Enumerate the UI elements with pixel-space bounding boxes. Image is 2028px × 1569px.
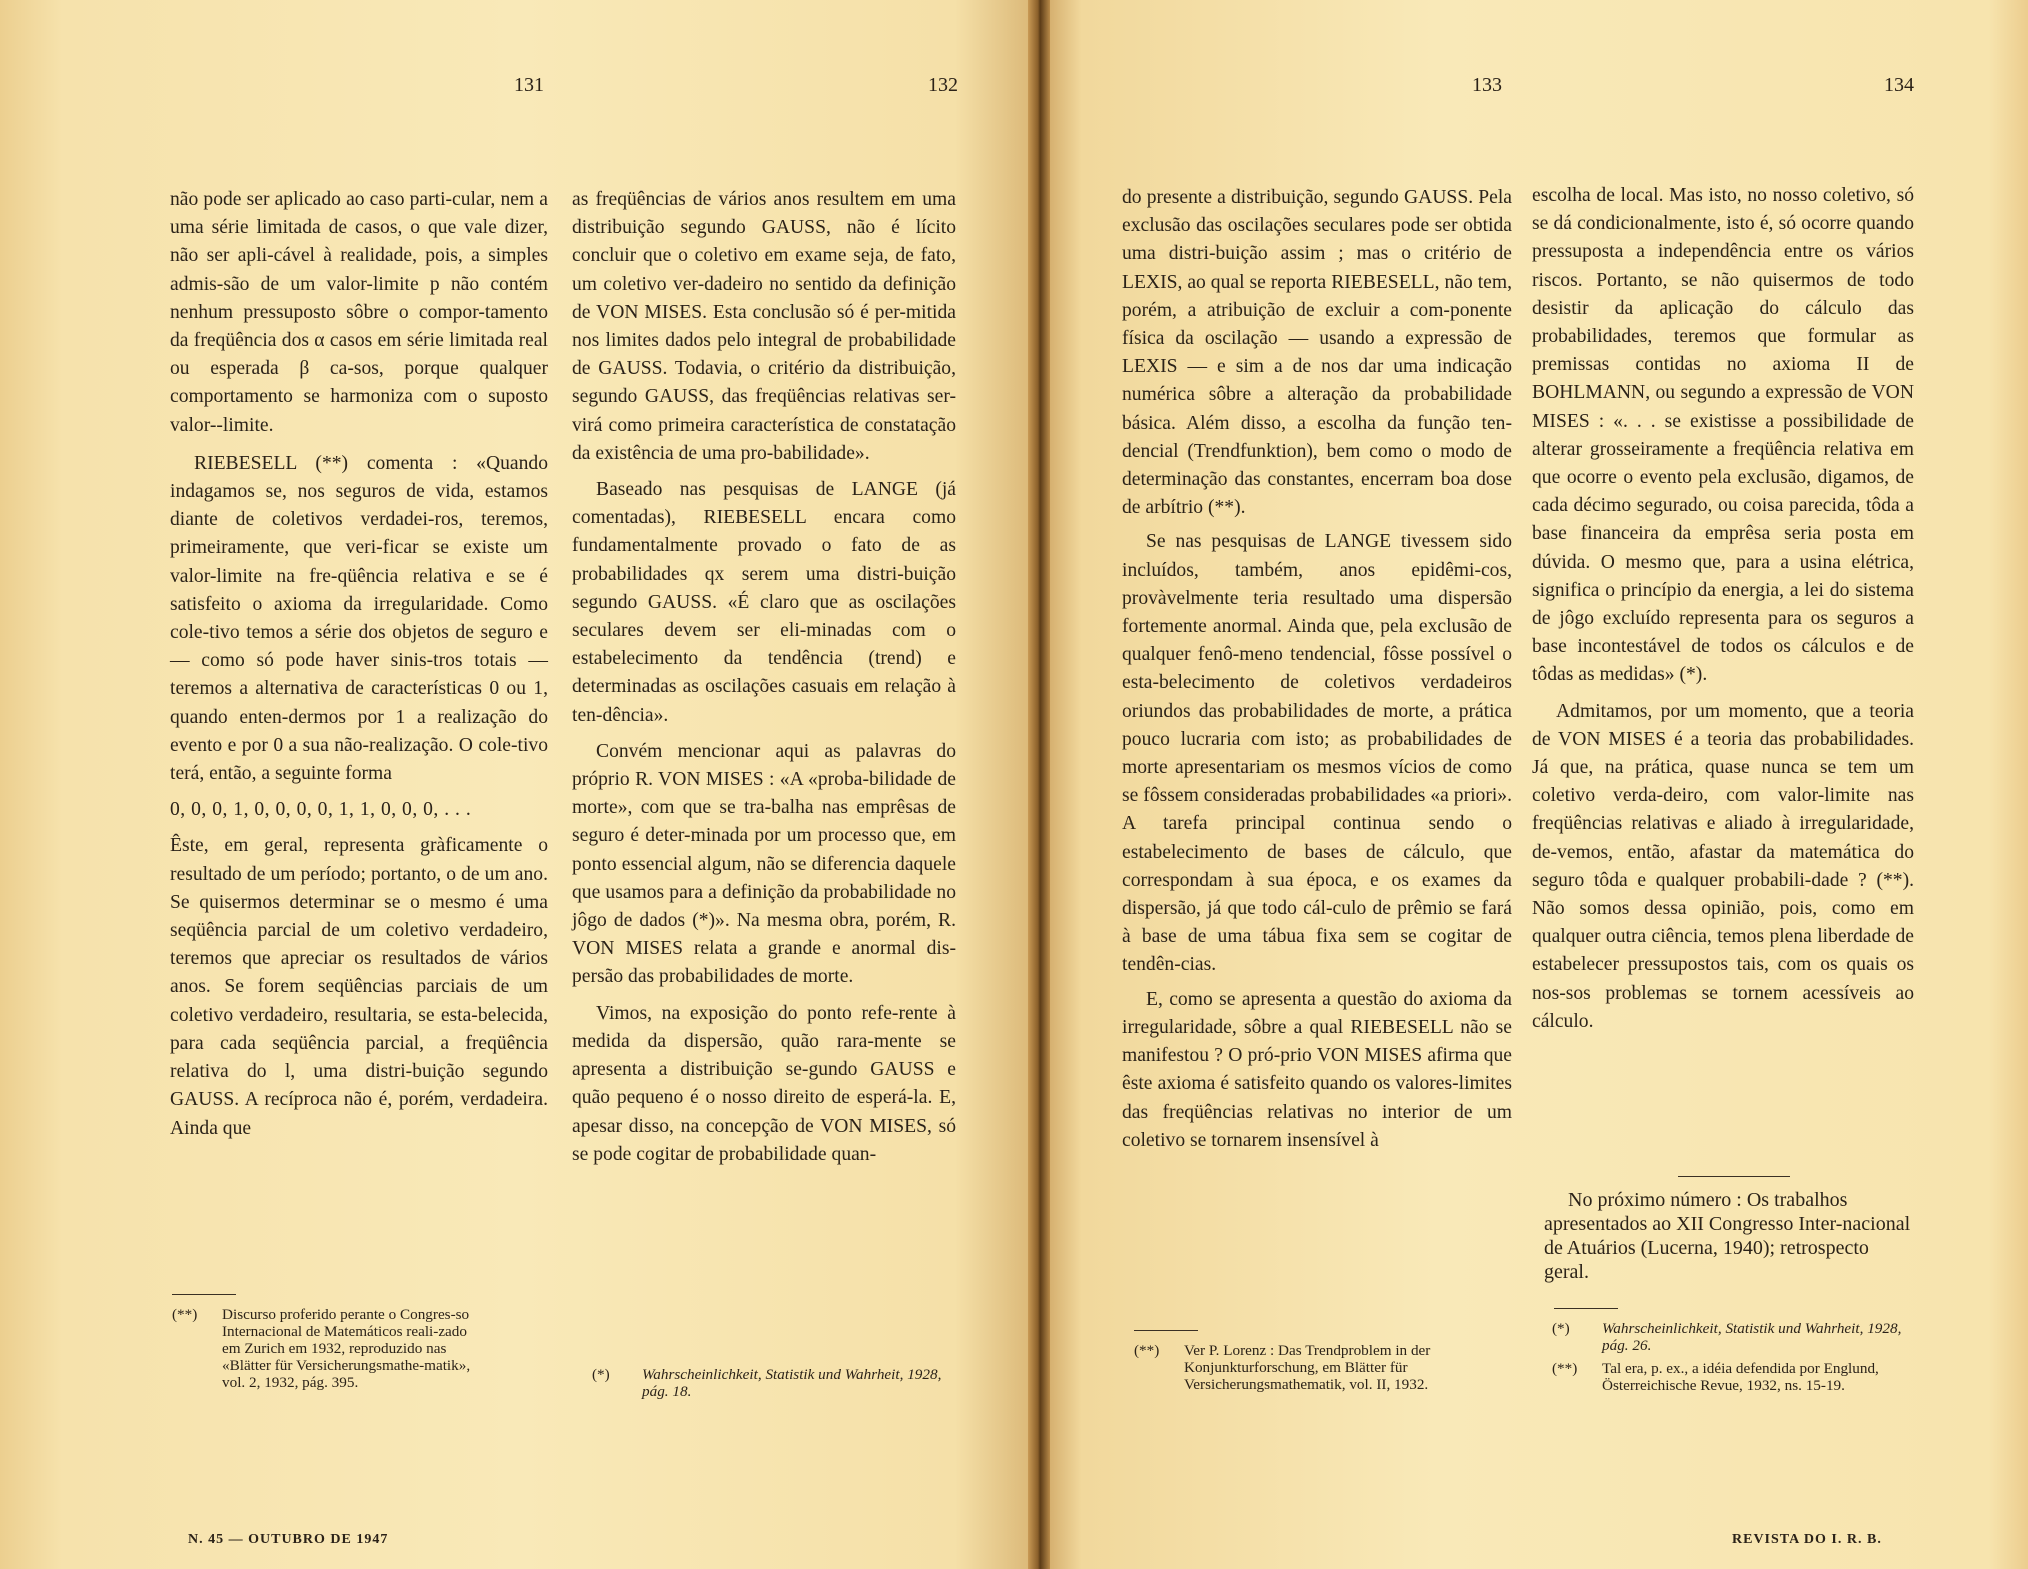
footnote-mark: (*) [592, 1366, 610, 1383]
paragraph: Se nas pesquisas de LANGE tivessem sido incluídos, também, anos epidêmi-cos, provàvelmente teria resultado uma dispersão fortemente anormal. Ainda que, pela exclusão de qualquer fenô-meno tendencial, fôsse possível o esta-belecimento de coletivos verdadeiros oriundos das probabilidades de morte, a prática pouco lucraria com isto; as probabilidades de morte apresentariam os mesmos vícios de como se fôssem consideradas probabilidades «a priori». A tarefa principal continua sendo o estabelecimento de bases de cálculo, que correspondam à sua época, e os exames da dispersão, já que todo cál-culo de prêmio se fará à base de uma tábua fixa sem se cogitar de tendên-cias. [1122, 531, 1512, 976]
paragraph: E, como se apresenta a questão do axioma da irregularidade, sôbre a qual RIEBESELL não se manifestou ? O pró-prio VON MISES afirma que êste axioma é satisfeito quando os valores-limites das freqüências relativas no interior de um coletivo se tornarem insensível à [1122, 988, 1512, 1151]
footer-journal: REVISTA DO I. R. B. [1732, 1532, 1882, 1547]
paragraph: as freqüências de vários anos resultem em uma distribuição segundo GAUSS, não é lícito concluir que o coletivo em exame seja, de fato, um coletivo ver-dadeiro no sentido da definição de VON MISES. Esta conclusão só é per-mitida nos limites dados pelo integral de probabilidade de GAUSS. Todavia, o critério da distribuição, segundo GAUSS, das freqüências relativas ser-virá como primeira característica de constatação da existência de uma pro-babilidade». [572, 189, 956, 464]
footnote-rule [1134, 1330, 1198, 1331]
page-number-134: 134 [1884, 74, 1914, 96]
book-gutter [1028, 0, 1050, 1569]
paragraph: do presente a distribuição, segundo GAUSS. Pela exclusão das oscilações seculares pode ser obtida uma distri-buição assim ; mas o critério de LEXIS, ao qual se reporta RIEBESELL, não tem, porém, a atribuição de excluir a com-ponente física da oscilação — usando a expressão de LEXIS — e sim a de nos dar uma indicação numérica sôbre a alteração da probabilidade básica. Além disso, a escolha da função ten-dencial (Trendfunktion), bem como o modo de determinação das constantes, encerram boa dose de arbítrio (**). [1122, 187, 1512, 519]
paragraph: Admitamos, por um momento, que a teoria de VON MISES é a teoria das probabilidades. Já que, na prática, quase nunca se tem um coletivo verda-deiro, com valor-limite nas freqüências relativas e aliado à irregularidade, de-vemos, então, afastar da matemática do seguro tôda e qualquer probabili-dade ? (**). Não somos dessa opinião, pois, como em qualquer outra ciência, temos plena liberdade de estabelecer pressupostos tais, com os quais os nos-sos problemas se tornem acessíveis ao cálculo. [1532, 700, 1914, 1032]
sequence-line: 0, 0, 0, 1, 0, 0, 0, 0, 1, 1, 0, 0, 0, . . . [170, 799, 472, 821]
footnote-132 [592, 1366, 956, 1400]
footer-issue: N. 45 — OUTUBRO DE 1947 [188, 1532, 389, 1547]
paragraph: Vimos, na exposição do ponto refe-rente à medida da dispersão, quão rara-mente se apresenta a distribuição se-gundo GAUSS e quão pequeno é o nosso direito de esperá-la. E, apesar disso, na concepção de VON MISES, só se pode cogitar de probabilidade quan- [572, 1002, 956, 1165]
column-page-134 [1532, 182, 1914, 1036]
paragraph: RIEBESELL (**) comenta : «Quando indagamos se, nos seguros de vida, estamos diante de coletivos verdadei-ros, teremos, primeiramente, que veri-ficar se existe um valor-limite na fre-qüência relativa e se é satisfeito o axioma da irregularidade. Como cole-tivo temos a série dos objetos de seguro e — como só pode haver sinis-tros totais — teremos a alternativa de características 0 ou 1, quando enten-dermos por 1 a realização do evento e por 0 a sua não-realização. O cole-tivo terá, então, a seguinte forma [170, 452, 548, 785]
paragraph: Êste, em geral, representa gràficamente o resultado de um período; portanto, o de um ano. Se quisermos determinar se o mesmo é uma seqüência parcial de um coletivo verdadeiro, teremos que apreciar os resultados de vários anos. Se forem seqüências parciais de um coletivo verdadeiro, resultaria, se esta-belecida, para cada seqüência parcial, a freqüência relativa do l, uma distri-buição segundo GAUSS. A recíproca não é, porém, verdadeira. Ainda que [170, 835, 548, 1139]
page-number-133: 133 [1472, 74, 1502, 96]
footnote-mark: (*) [1552, 1320, 1570, 1337]
paragraph: Convém mencionar aqui as palavras do próprio R. VON MISES : «A «proba-bilidade de morte», com que se tra-balha nas emprêsas de seguro é deter-minada por um processo que, em ponto essencial algum, não se diferencia daquele que usamos para a definição da probabilidade no jôgo de dados (*)». Na mesma obra, porém, R. VON MISES relata a grande e anormal dis-persão das probabilidades de morte. [572, 740, 956, 988]
paragraph: No próximo número : Os trabalhos apresentados ao XII Congresso Inter-nacional de Atuários (Lucerna, 1940); retrospecto geral. [1544, 1189, 1911, 1283]
footnote-text: Wahrscheinlichkeit, Statistik und Wahrheit, 1928, pág. 18. [642, 1366, 942, 1400]
paragraph: escolha de local. Mas isto, no nosso coletivo, só se dá condicionalmente, isto é, só ocorre quando pressuposta a independência entre os vários riscos. Portanto, se não quisermos de todo desistir da aplicação do cálculo das probabilidades, teremos que formular as premissas contidas no axioma II de BOHLMANN, ou segundo a expressão de VON MISES : «. . . se existisse a possibilidade de alterar grosseiramente a freqüência relativa em que ocorre o evento pela exclusão, digamos, de cada décimo segurado, ou coisa parecida, tôda a base financeira da emprêsa seria posta em dúvida. O mesmo que, para a usina elétrica, significa o princípio da energia, a lei do sistema de jôgo excluído representa para os seguros a base incontestável de todos os cálculos e de tôdas as medidas» (*). [1532, 185, 1914, 686]
paragraph: Baseado nas pesquisas de LANGE (já comentadas), RIEBESELL encara como fundamentalmente provado o fato de as probabilidades qx serem uma distri-buição segundo GAUSS. «É claro que as oscilações seculares devem ser eli-minadas com o estabelecimento da tendência (trend) e determinadas as oscilações casuais em relação à ten-dência». [572, 479, 956, 726]
column-page-131 [170, 186, 548, 1143]
column-page-133 [1122, 184, 1512, 1155]
column-page-132 [572, 186, 956, 1169]
footnote-131 [172, 1306, 478, 1391]
section-separator [1678, 1176, 1790, 1177]
footnote-rule [172, 1294, 236, 1295]
footnote-mark: (**) [172, 1306, 198, 1323]
paragraph: não pode ser aplicado ao caso parti-cular, nem a uma série limitada de casos, o que vale dizer, não ser apli-cável à realidade, pois, a simples admis-são de um valor-limite p não contém nenhum pressuposto sôbre o compor-tamento da freqüência dos α casos em série limitada real ou esperada β ca-sos, porque qualquer comportamento se harmoniza com o suposto valor--limite. [170, 189, 548, 436]
next-issue-note [1544, 1188, 1912, 1284]
footnote-mark: (**) [1134, 1342, 1160, 1359]
footnote-rule [1554, 1308, 1618, 1309]
footnote-text: Tal era, p. ex., a idéia defendida por Englund, Österreichische Revue, 1932, ns. 15-19. [1602, 1360, 1879, 1394]
footnote-text: Wahrscheinlichkeit, Statistik und Wahrheit, 1928, pág. 26. [1602, 1320, 1902, 1354]
footnote-134-a [1552, 1320, 1916, 1354]
right-page [1042, 0, 2028, 1569]
footnote-mark: (**) [1552, 1360, 1578, 1377]
footnote-text: Ver P. Lorenz : Das Trendproblem in der Konjunkturforschung, em Blätter für Versicherungsmathematik, vol. II, 1932. [1184, 1342, 1431, 1393]
footnote-text: Discurso proferido perante o Congres-so Internacional de Matemáticos reali-zado em Zurich em 1932, reproduzido nas «Blätter für Versicherungsmathe-matik», vol. 2, 1932, pág. 395. [222, 1306, 471, 1391]
footnote-134-b [1552, 1360, 1916, 1394]
page-number-132: 132 [928, 74, 958, 96]
footnote-133 [1134, 1342, 1510, 1393]
page-number-131: 131 [514, 74, 544, 96]
